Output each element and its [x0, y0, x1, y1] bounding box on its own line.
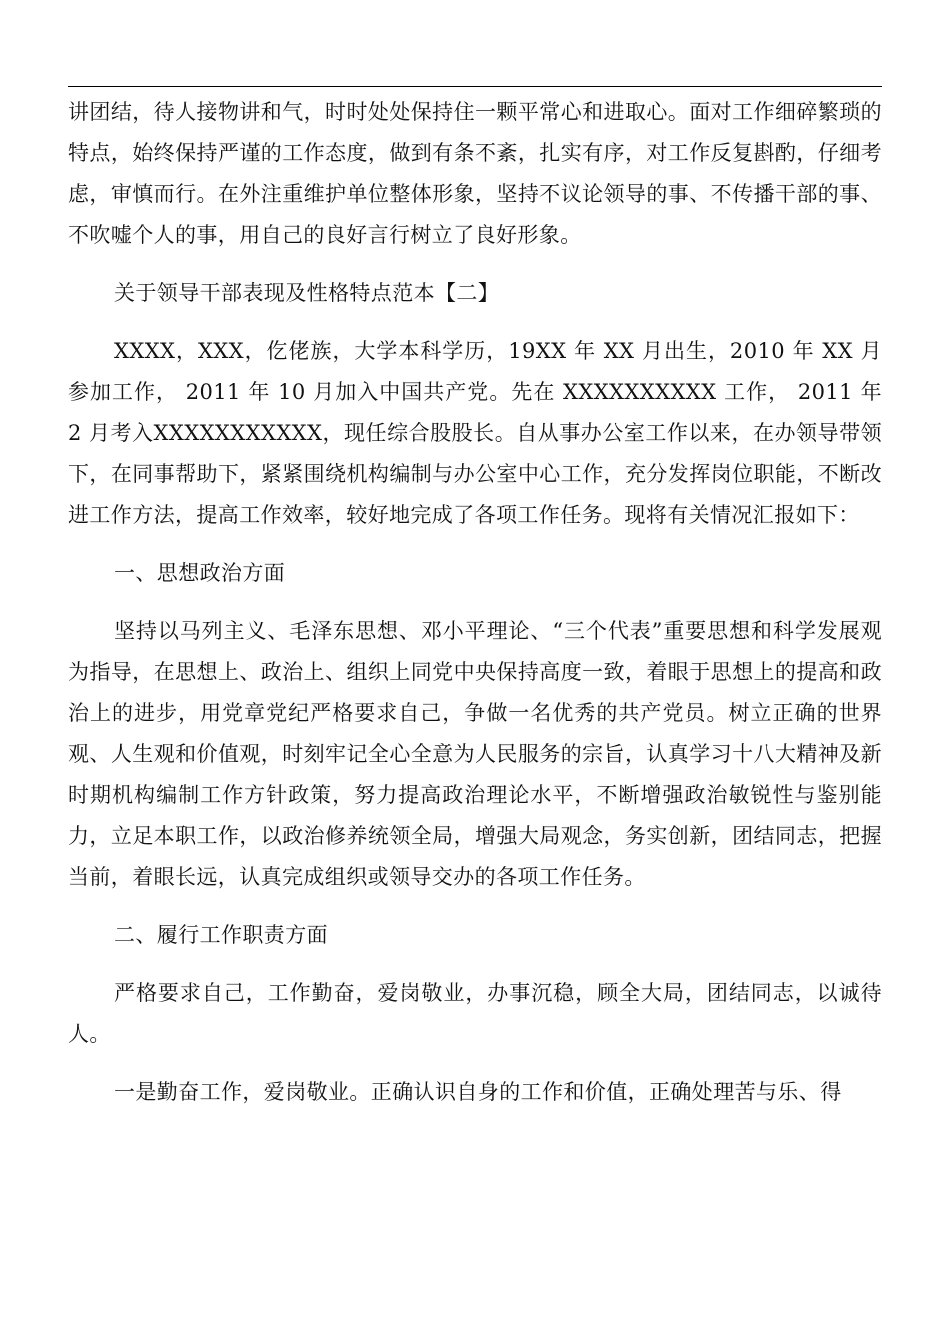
- document-body: [68, 92, 882, 1130]
- heading-duties: 二、履行工作职责方面: [114, 923, 328, 947]
- paragraph-duties: 严格要求自己，工作勤奋，爱岗敬业，办事沉稳，顾全大局，团结同志，以诚待人。: [68, 981, 882, 1046]
- paragraph-intro: XXXX，XXX，仡佬族，大学本科学历，19XX 年 XX 月出生，2010 年 XX 月参加工作， 2011 年 10 月加入中国共产党。先在 XXXXXXXXXX 工作， 2011 年 2 月考入XXXXXXXXXXX，现任综合股股长。自从事办公室工作以来，在办领导带领下，在同事帮助下，紧紧围绕机构编制与办公室中心工作，充分发挥岗位职能，不断改进工作方法，提高工作效率，较好地完成了各项工作任务。现将有关情况汇报如下：: [68, 339, 882, 527]
- section-title: 关于领导干部表现及性格特点范本【二】: [114, 281, 500, 305]
- header-rule: [68, 86, 882, 87]
- paragraph-diligence: 一是勤奋工作，爱岗敬业。正确认识自身的工作和价值，正确处理苦与乐、得: [114, 1080, 842, 1104]
- paragraph-political: 坚持以马列主义、毛泽东思想、邓小平理论、“三个代表”重要思想和科学发展观为指导，在思想上、政治上、组织上同党中央保持高度一致，着眼于思想上的提高和政治上的进步，用党章党纪严格要求自己，争做一名优秀的共产党员。树立正确的世界观、人生观和价值观，时刻牢记全心全意为人民服务的宗旨，认真学习十八大精神及新时期机构编制工作方针政策，努力提高政治理论水平，不断增强政治敏锐性与鉴别能力，立足本职工作，以政治修养统领全局，增强大局观念，务实创新，团结同志，把握当前，着眼长远，认真完成组织或领导交办的各项工作任务。: [68, 619, 882, 889]
- paragraph-continuation: 讲团结，待人接物讲和气，时时处处保持住一颗平常心和进取心。面对工作细碎繁琐的特点，始终保持严谨的工作态度，做到有条不紊，扎实有序，对工作反复斟酌，仔细考虑，审慎而行。在外注重维护单位整体形象，坚持不议论领导的事、不传播干部的事、不吹嘘个人的事，用自己的良好言行树立了良好形象。: [68, 100, 882, 247]
- heading-political: 一、思想政治方面: [114, 561, 286, 585]
